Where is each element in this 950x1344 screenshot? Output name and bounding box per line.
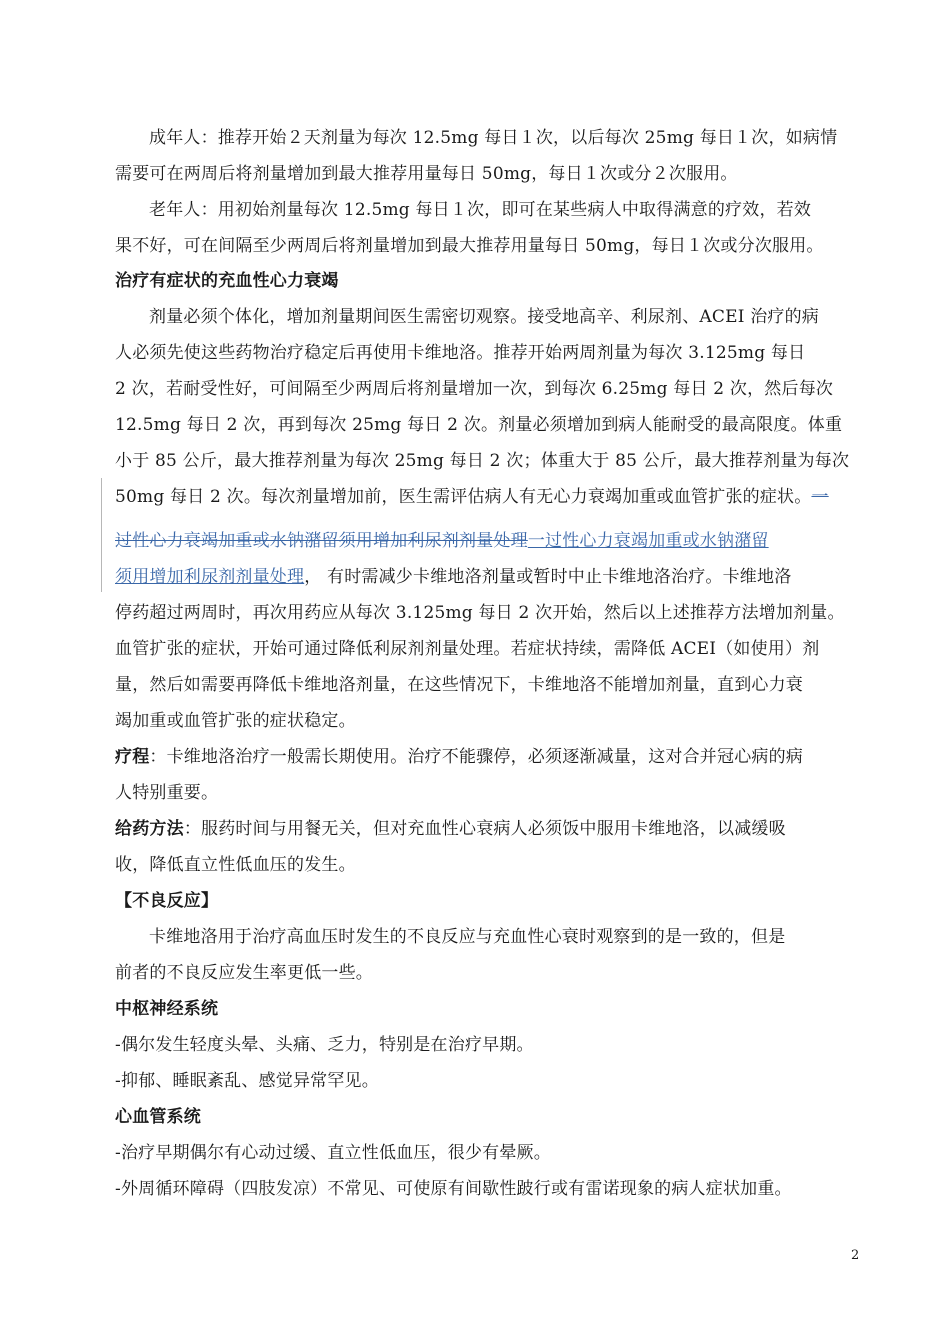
list-item: -外周循环障碍（四肢发凉）不常见、可使原有间歇性跛行或有雷诺现象的病人症状加重。 [115, 1179, 792, 1199]
paragraph-line: 竭加重或血管扩张的症状稳定。 [115, 711, 356, 731]
paragraph-line: 血管扩张的症状，开始可通过降低利尿剂剂量处理。若症状持续，需降低 ACEI（如使用）剂 [115, 639, 820, 659]
paragraph-line [115, 566, 791, 588]
paragraph-line: 前者的不良反应发生率更低一些。 [115, 963, 373, 983]
administration-label: 给药方法 [115, 819, 184, 839]
paragraph-text: ：服药时间与用餐无关，但对充血性心衰病人必须饭中服用卡维地洛，以减缓吸 [183, 819, 786, 839]
paragraph-line: 量，然后如需要再降低卡维地洛剂量，在这些情况下，卡维地洛不能增加剂量，直到心力衰 [115, 675, 803, 695]
inserted-revision-text: 一过性心力衰竭加重或水钠潴留 [527, 531, 769, 551]
section-heading: 中枢神经系统 [115, 999, 219, 1019]
paragraph-line [115, 530, 769, 552]
paragraph-line: 果不好，可在间隔至少两周后将剂量增加到最大推荐用量每日 50mg，每日１次或分次服用。 [115, 236, 824, 256]
inserted-revision-text: 须用增加利尿剂剂量处理 [115, 567, 305, 587]
page-number: 2 [851, 1248, 860, 1263]
paragraph-line: 人特别重要。 [115, 783, 219, 803]
paragraph-text: 50mg 每日 2 次。每次剂量增加前，医生需评估病人有无心力衰竭加重或血管扩张的症状。 [115, 487, 812, 507]
paragraph-line: 停药超过两周时，再次用药应从每次 3.125mg 每日 2 次开始，然后以上述推荐方法增加剂量。 [115, 603, 845, 623]
paragraph-line: 人必须先使这些药物治疗稳定后再使用卡维地洛。推荐开始两周剂量为每次 3.125mg 每日 [115, 343, 806, 363]
paragraph-text: ：卡维地洛治疗一般需长期使用。治疗不能骤停，必须逐渐减量，这对合并冠心病的病 [149, 747, 804, 767]
paragraph-line: 2 次，若耐受性好，可间隔至少两周后将剂量增加一次，到每次 6.25mg 每日 2 次，然后每次 [115, 379, 834, 399]
paragraph-line: 成年人：推荐开始２天剂量为每次 12.5mg 每日１次，以后每次 25mg 每日１次，如病情 [149, 128, 838, 148]
course-label: 疗程 [115, 747, 150, 767]
paragraph-line: 小于 85 公斤，最大推荐剂量为每次 25mg 每日 2 次；体重大于 85 公斤，最大推荐剂量为每次 [115, 451, 850, 471]
paragraph-line: 需要可在两周后将剂量增加到最大推荐用量每日 50mg，每日１次或分２次服用。 [115, 164, 738, 184]
paragraph-line [115, 746, 803, 768]
paragraph-line: 收，降低直立性低血压的发生。 [115, 855, 356, 875]
revision-change-bar [101, 478, 102, 592]
paragraph-line: 剂量必须个体化，增加剂量期间医生需密切观察。接受地高辛、利尿剂、ACEI 治疗的病 [149, 307, 820, 327]
paragraph-line: 12.5mg 每日 2 次，再到每次 25mg 每日 2 次。剂量必须增加到病人能耐受的最高限度。体重 [115, 415, 843, 435]
list-item: -偶尔发生轻度头晕、头痛、乏力，特别是在治疗早期。 [115, 1035, 534, 1055]
section-heading: 心血管系统 [115, 1107, 201, 1127]
section-heading: 治疗有症状的充血性心力衰竭 [115, 271, 339, 291]
section-heading: 【不良反应】 [115, 891, 219, 911]
deleted-revision-text: 一 [811, 487, 829, 507]
paragraph-line [115, 818, 786, 840]
list-item: -抑郁、睡眠紊乱、感觉异常罕见。 [115, 1071, 379, 1091]
deleted-revision-text: 过性心力衰竭加重或水钠潴留须用增加利尿剂剂量处理 [115, 531, 528, 551]
paragraph-line: 卡维地洛用于治疗高血压时发生的不良反应与充血性心衰时观察到的是一致的，但是 [149, 927, 786, 947]
list-item: -治疗早期偶尔有心动过缓、直立性低血压，很少有晕厥。 [115, 1143, 551, 1163]
paragraph-line [115, 486, 829, 508]
paragraph-line: 老年人：用初始剂量每次 12.5mg 每日１次，即可在某些病人中取得满意的疗效，若效 [149, 200, 812, 220]
paragraph-text: ， 有时需减少卡维地洛剂量或暂时中止卡维地洛治疗。卡维地洛 [304, 567, 792, 587]
